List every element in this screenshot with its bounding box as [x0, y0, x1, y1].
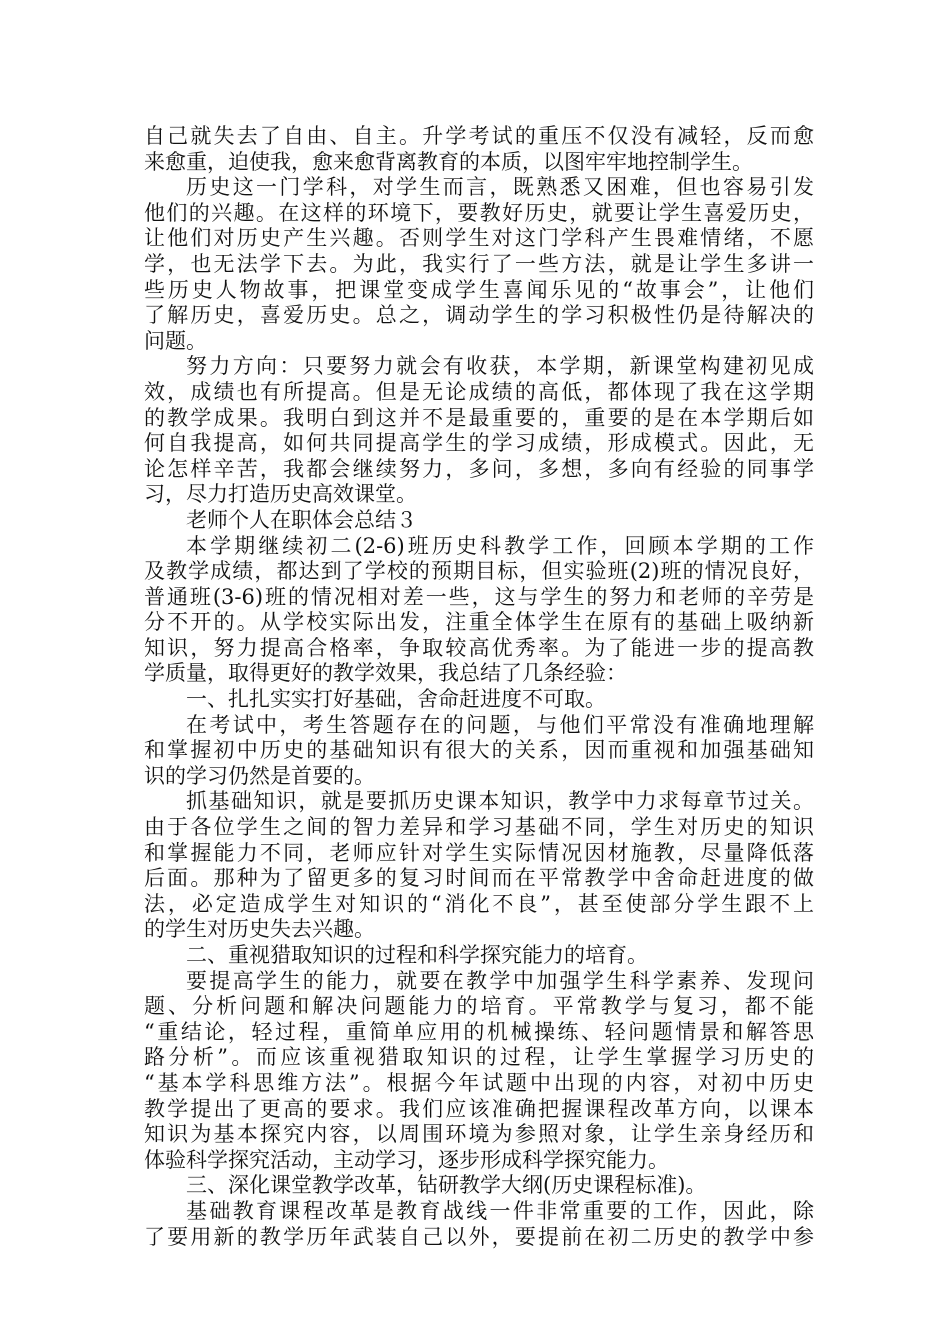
- text-line: 了要用新的教学历年武装自己以外，要提前在初二历史的教学中参: [144, 1224, 814, 1249]
- text-line: 在考试中，考生答题存在的问题，与他们平常没有准确地理解: [186, 712, 814, 737]
- text-line: 些历史人物故事，把课堂变成学生喜闻乐见的“故事会”，让他们: [144, 277, 814, 302]
- text-line: 的教学成果。我明白到这并不是最重要的，重要的是在本学期后如: [144, 405, 814, 430]
- text-line: 他们的兴趣。在这样的环境下，要教好历史，就要让学生喜爱历史，: [144, 200, 814, 225]
- text-line: 基础教育课程改革是教育战线一件非常重要的工作，因此，除: [186, 1198, 814, 1223]
- text-line: 知识为基本探究内容，以周围环境为参照对象，让学生亲身经历和: [144, 1122, 814, 1147]
- text-line: 论怎样辛苦，我都会继续努力，多问，多想，多向有经验的同事学: [144, 456, 814, 481]
- text-line: 体验科学探究活动，主动学习，逐步形成科学探究能力。: [144, 1147, 669, 1172]
- text-line: 历史这一门学科，对学生而言，既熟悉又困难，但也容易引发: [186, 175, 814, 200]
- text-line: 普通班(3-6)班的情况相对差一些，这与学生的努力和老师的辛劳是: [144, 584, 814, 609]
- text-line: 分不开的。从学校实际出发，注重全体学生在原有的基础上吸纳新: [144, 610, 814, 635]
- text-line: 何自我提高，如何共同提高学生的学习成绩，形成模式。因此，无: [144, 431, 814, 456]
- text-line: “基本学科思维方法”。根据今年试题中出现的内容，对初中历史: [144, 1070, 814, 1095]
- text-line: 和掌握初中历史的基础知识有很大的关系，因而重视和加强基础知: [144, 738, 814, 763]
- text-line: 的学生对历史失去兴趣。: [144, 917, 375, 942]
- text-line: 要提高学生的能力，就要在教学中加强学生科学素养、发现问: [186, 968, 814, 993]
- text-line: 及教学成绩，都达到了学校的预期目标，但实验班(2)班的情况良好，: [144, 559, 814, 584]
- text-line: 路分析”。而应该重视猎取知识的过程，让学生掌握学习历史的: [144, 1045, 814, 1070]
- text-line: 习，尽力打造历史高效课堂。: [144, 482, 417, 507]
- text-line: “重结论，轻过程，重简单应用的机械操练、轻问题情景和解答思: [144, 1019, 814, 1044]
- text-line: 一、扎扎实实打好基础，舍命赶进度不可取。: [186, 687, 606, 712]
- text-line: 本学期继续初二(2-6)班历史科教学工作，回顾本学期的工作: [186, 533, 814, 558]
- text-line: 了解历史，喜爱历史。总之，调动学生的学习积极性仍是待解决的: [144, 303, 814, 328]
- text-line: 法，必定造成学生对知识的“消化不良”，甚至使部分学生跟不上: [144, 891, 814, 916]
- text-line: 题、分析问题和解决问题能力的培育。平常教学与复习，都不能: [144, 994, 814, 1019]
- text-line: 教学提出了更高的要求。我们应该准确把握课程改革方向，以课本: [144, 1096, 814, 1121]
- text-line: 自己就失去了自由、自主。升学考试的重压不仅没有减轻，反而愈: [144, 124, 814, 148]
- text-line: 努力方向：只要努力就会有收获，本学期，新课堂构建初见成: [186, 354, 814, 379]
- text-line: 老师个人在职体会总结３: [186, 507, 417, 532]
- text-line: 和掌握能力不同，老师应针对学生实际情况因材施教，尽量降低落: [144, 840, 814, 865]
- text-line: 学质量，取得更好的教学效果，我总结了几条经验：: [144, 661, 627, 686]
- text-line: 识的学习仍然是首要的。: [144, 763, 375, 788]
- text-line: 让他们对历史产生兴趣。否则学生对这门学科产生畏难情绪，不愿: [144, 226, 814, 251]
- text-line: 后面。那种为了留更多的复习时间而在平常教学中舍命赶进度的做: [144, 866, 814, 891]
- text-line: 由于各位学生之间的智力差异和学习基础不同，学生对历史的知识: [144, 815, 814, 840]
- document-body: [144, 124, 814, 1250]
- text-line: 来愈重，迫使我，愈来愈背离教育的本质，以图牢牢地控制学生。: [144, 149, 753, 174]
- text-line: 抓基础知识，就是要抓历史课本知识，教学中力求每章节过关。: [186, 789, 814, 814]
- text-line: 知识，努力提高合格率，争取较高优秀率。为了能进一步的提高教: [144, 635, 814, 660]
- text-line: 问题。: [144, 328, 207, 353]
- text-line: 学，也无法学下去。为此，我实行了一些方法，就是让学生多讲一: [144, 251, 814, 276]
- text-line: 效，成绩也有所提高。但是无论成绩的高低，都体现了我在这学期: [144, 379, 814, 404]
- text-line: 二、重视猎取知识的过程和科学探究能力的培育。: [186, 943, 648, 967]
- text-line: 三、深化课堂教学改革，钻研教学大纲(历史课程标准)。: [186, 1173, 707, 1198]
